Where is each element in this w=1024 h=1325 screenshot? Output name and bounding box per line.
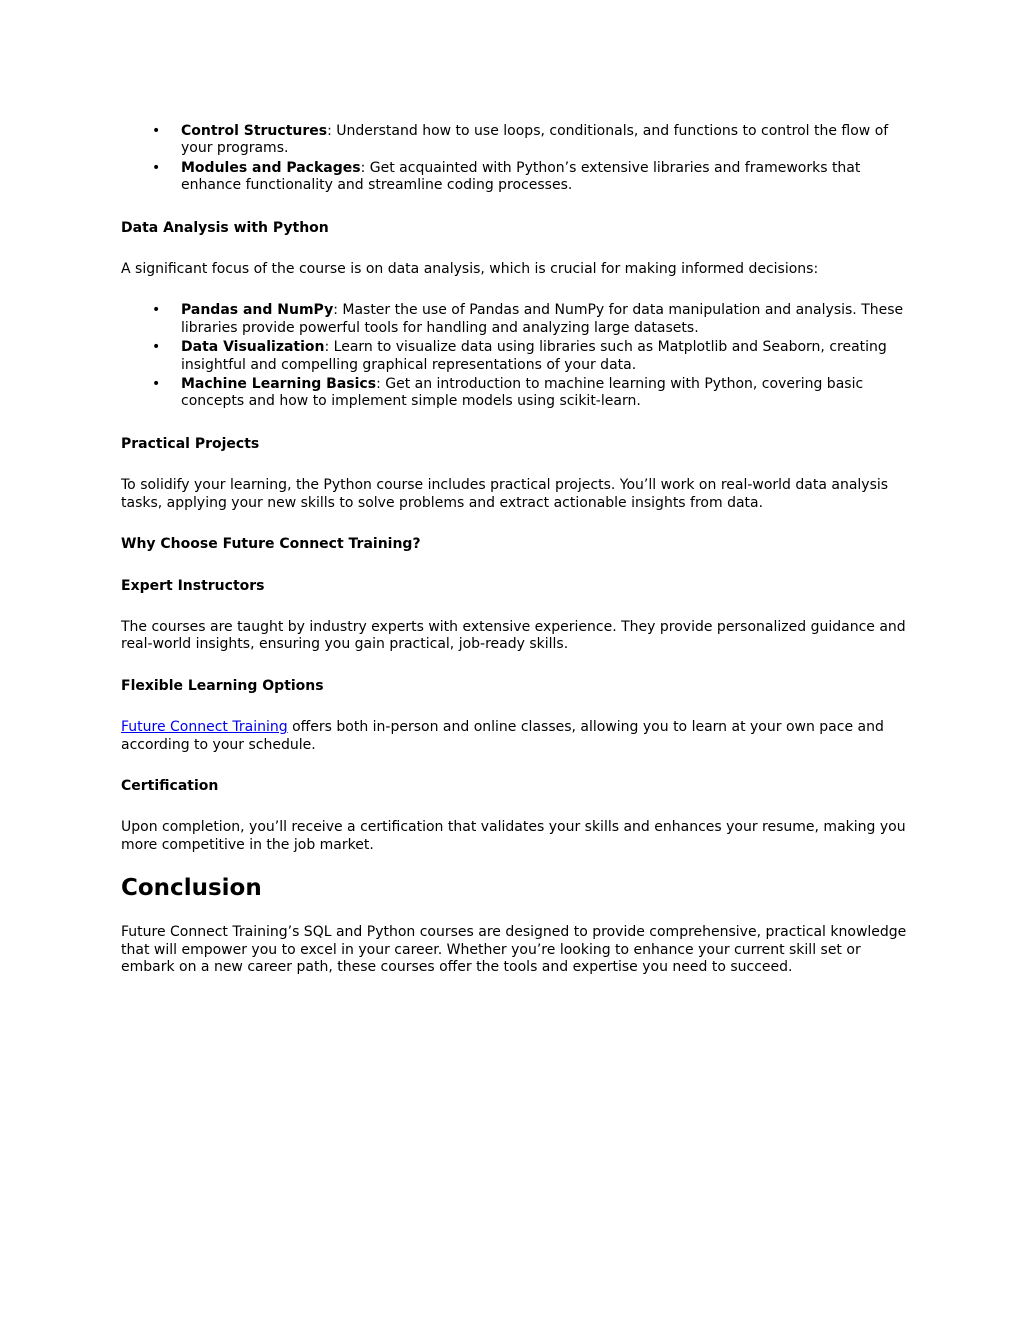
section-heading-conclusion: Conclusion	[121, 875, 262, 902]
bullet-icon: •	[152, 339, 161, 356]
list-item-text: : Get acquainted with Python’s extensive libraries and frameworks that enhance functionality and streamline coding processes.	[181, 159, 861, 194]
list-item	[121, 302, 911, 337]
conclusion-body: Future Connect Training’s SQL and Python courses are designed to provide comprehensive, practical knowledge that will empower you to excel in your career. Whether you’re looking to enhance your current skill set or embark on a new career path, these courses offer the tools and expertise you need to succeed.	[121, 924, 907, 975]
list-item	[121, 123, 911, 158]
flexible-learning-text: offers both in-person and online classes, allowing you to learn at your own pace and according to your schedule.	[121, 719, 884, 753]
section-heading-practical-projects: Practical Projects	[121, 435, 260, 452]
bullet-icon: •	[152, 159, 161, 176]
bullet-icon: •	[152, 123, 161, 139]
data-analysis-intro: A significant focus of the course is on data analysis, which is crucial for making informed decisions:	[121, 261, 819, 278]
bullet-icon: •	[152, 376, 161, 393]
list-item-term: Pandas and NumPy	[181, 302, 334, 319]
section-heading-expert-instructors: Expert Instructors	[121, 577, 265, 594]
list-item-text: : Understand how to use loops, conditionals, and functions to control the flow of your programs.	[181, 123, 889, 157]
document-content	[121, 123, 911, 976]
list-item-term: Modules and Packages	[181, 159, 361, 176]
list-item-text: : Learn to visualize data using libraries such as Matplotlib and Seaborn, creating insightful and compelling graphical representations of your data.	[181, 339, 887, 373]
section-heading-data-analysis: Data Analysis with Python	[121, 219, 329, 236]
future-connect-training-link[interactable]: Future Connect Training	[121, 719, 288, 736]
certification-body: Upon completion, you’ll receive a certification that validates your skills and enhances your resume, making you more competitive in the job market.	[121, 819, 906, 853]
topic-list	[121, 123, 911, 195]
flexible-learning-body	[121, 719, 911, 754]
list-item-term: Control Structures	[181, 123, 328, 139]
list-item-term: Machine Learning Basics	[181, 376, 377, 393]
list-item	[121, 339, 911, 374]
list-item	[121, 376, 911, 411]
list-item	[121, 160, 911, 195]
section-heading-why-choose: Why Choose Future Connect Training?	[121, 536, 421, 553]
bullet-icon: •	[152, 302, 161, 319]
list-item-text: : Get an introduction to machine learning with Python, covering basic concepts and how to implement simple models using scikit-learn.	[181, 376, 864, 410]
expert-instructors-body: The courses are taught by industry experts with extensive experience. They provide personalized guidance and real-world insights, ensuring you gain practical, job-ready skills.	[121, 618, 906, 653]
section-heading-flexible-learning: Flexible Learning Options	[121, 677, 324, 694]
section-heading-certification: Certification	[121, 777, 219, 794]
list-item-term: Data Visualization	[181, 339, 325, 356]
list-item-text: : Master the use of Pandas and NumPy for data manipulation and analysis. These libraries provide powerful tools for handling and analyzing large datasets.	[181, 302, 904, 336]
data-analysis-list	[121, 302, 911, 410]
practical-projects-body: To solidify your learning, the Python course includes practical projects. You’ll work on real-world data analysis tasks, applying your new skills to solve problems and extract actionable insights from data.	[121, 477, 889, 511]
